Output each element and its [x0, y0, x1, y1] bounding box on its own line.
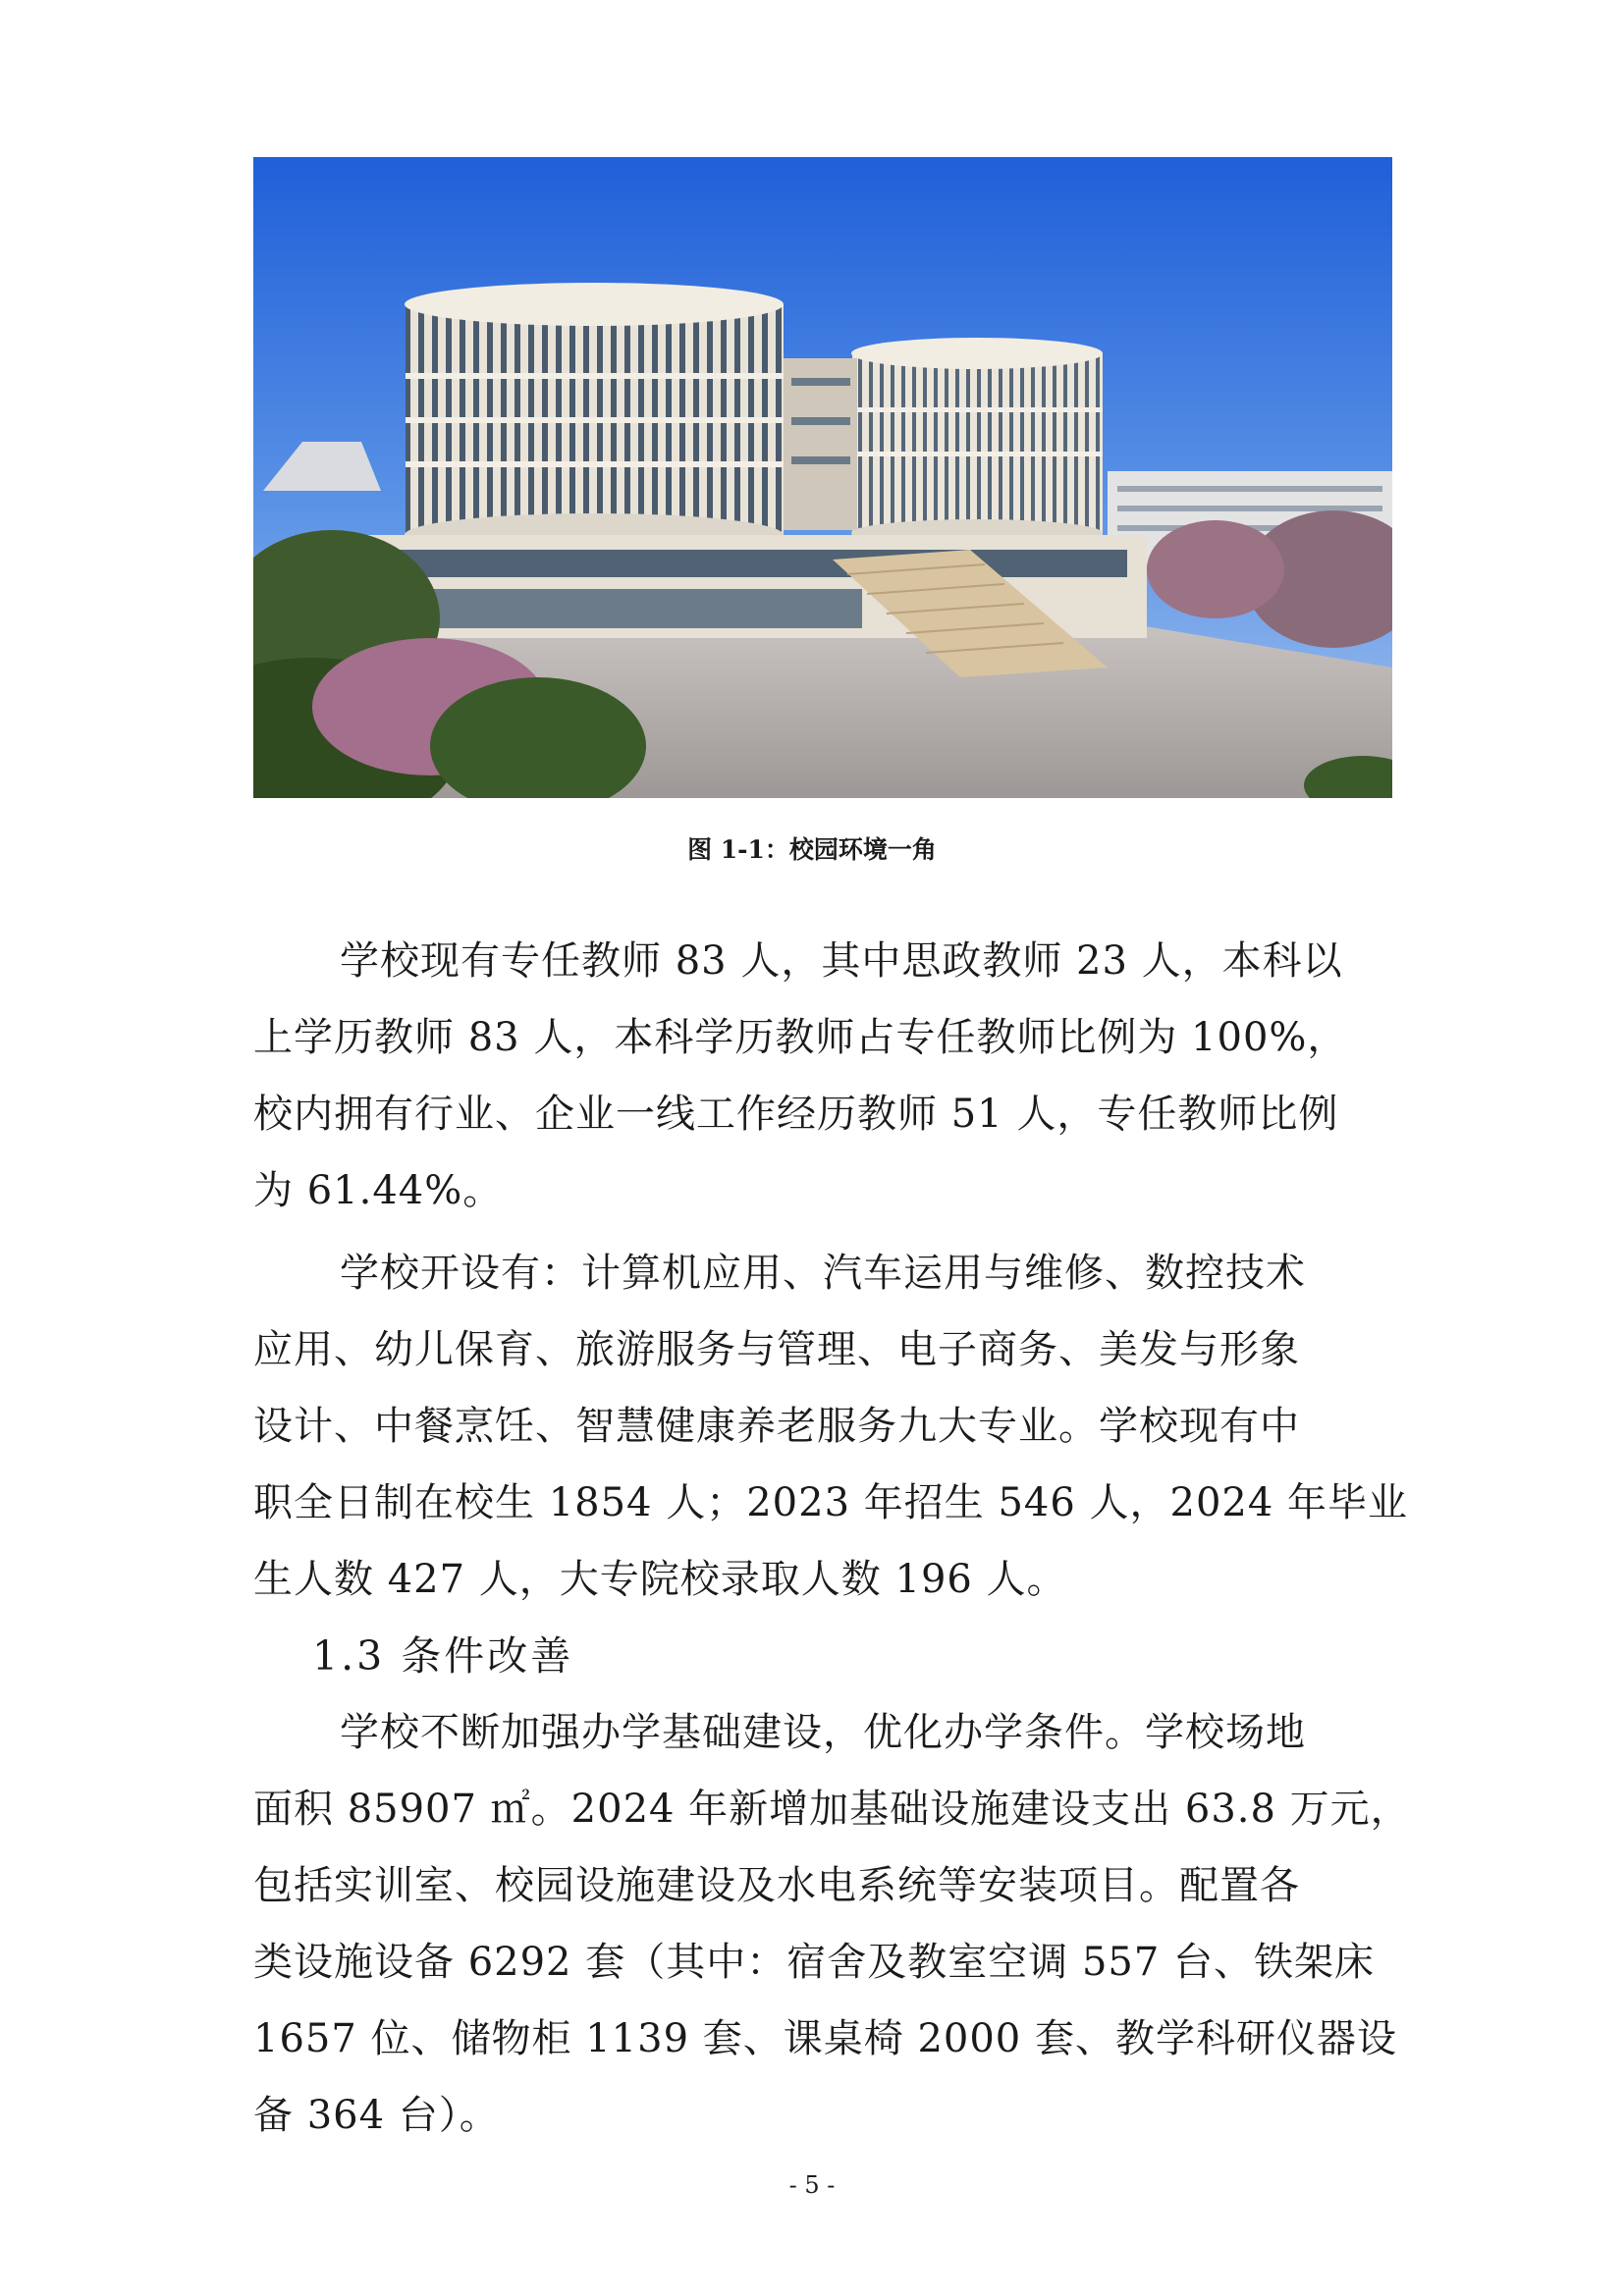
text-line: 学校不断加强办学基础建设，优化办学条件。学校场地 — [340, 1710, 1306, 1755]
text-line: 学校现有专任教师 83 人，其中思政教师 23 人，本科以 — [340, 938, 1343, 984]
text-line: 上学历教师 83 人，本科学历教师占专任教师比例为 100%， — [253, 1015, 1348, 1060]
text-line: 类设施设备 6292 套（其中：宿舍及教室空调 557 台、铁架床 — [253, 1940, 1376, 1985]
page-number: - 5 - — [788, 2171, 836, 2199]
text-line: 生人数 427 人，大专院校录取人数 196 人。 — [253, 1557, 1067, 1602]
figure-caption: 图 1-1：校园环境一角 — [687, 835, 937, 864]
text-line: 校内拥有行业、企业一线工作经历教师 51 人，专任教师比例 — [253, 1092, 1339, 1137]
text-line: 为 61.44%。 — [253, 1168, 504, 1213]
text-line: 应用、幼儿保育、旅游服务与管理、电子商务、美发与形象 — [253, 1327, 1300, 1372]
text-line: 备 364 台）。 — [253, 2093, 500, 2138]
paragraph-conditions — [253, 1694, 1411, 2154]
campus-photo — [253, 157, 1392, 798]
section-heading: 1.3 条件改善 — [312, 1632, 574, 1680]
text-line: 包括实训室、校园设施建设及水电系统等安装项目。配置各 — [253, 1863, 1300, 1908]
text-line: 设计、中餐烹饪、智慧健康养老服务九大专业。学校现有中 — [253, 1404, 1300, 1449]
text-line: 职全日制在校生 1854 人；2023 年招生 546 人，2024 年毕业 — [253, 1480, 1409, 1525]
text-line: 1657 位、储物柜 1139 套、课桌椅 2000 套、教学科研仪器设 — [253, 2016, 1397, 2061]
text-line: 学校开设有：计算机应用、汽车运用与维修、数控技术 — [340, 1251, 1306, 1296]
text-line: 面积 85907 ㎡。2024 年新增加基础设施建设支出 63.8 万元， — [253, 1787, 1411, 1832]
paragraph-teachers — [253, 923, 1392, 1229]
paragraph-majors — [253, 1235, 1409, 1618]
